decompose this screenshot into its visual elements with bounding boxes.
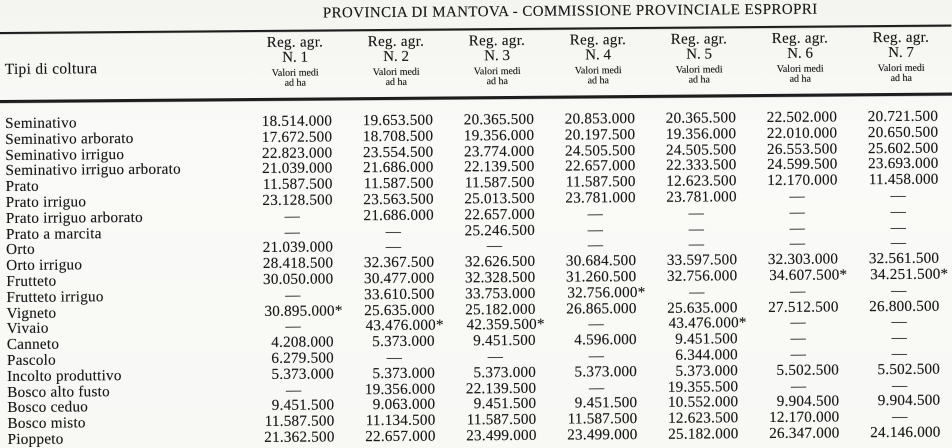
value-cell: 24.505.500 (564, 141, 636, 160)
value-cell: 12.170.000 (767, 171, 838, 190)
column-header-n2 (345, 34, 446, 88)
column-header-text: ad ha (890, 72, 913, 85)
value-cell: 25.602.500 (867, 139, 939, 157)
value-cell: 18.708.500 (362, 127, 434, 145)
row-header-label: Tipi di coltura (4, 60, 98, 78)
value-cell-empty: — (587, 236, 604, 254)
value-cell: 25.635.000 (667, 298, 738, 317)
value-cell: 32.626.500 (464, 252, 536, 271)
value-cell: 28.418.500 (262, 254, 334, 273)
column-header-text: N. 5 (686, 46, 713, 63)
value-cell: 20.197.500 (564, 125, 636, 144)
value-cell-empty: — (588, 315, 604, 333)
crop-type-label: Seminativo irriguo arborato (5, 160, 182, 180)
value-cell: 21.039.000 (262, 159, 333, 178)
value-cell: 23.499.000 (567, 425, 638, 444)
value-cell: 24.599.500 (767, 155, 838, 174)
value-cell: 10.552.000 (667, 393, 739, 412)
value-cell: 12.623.500 (668, 409, 739, 427)
column-header-text: Valori medi (372, 66, 420, 79)
value-cell: 6.344.000 (675, 346, 739, 364)
value-cell: 5.502.500 (877, 360, 941, 378)
value-cell: 23.693.000 (868, 155, 939, 173)
crop-type-label: Canneto (6, 335, 60, 354)
crop-type-label: Pascolo (6, 351, 57, 369)
value-cell: 32.303.000 (767, 250, 839, 269)
value-cell: 30.895.000* (264, 301, 343, 320)
value-cell: 5.502.500 (776, 361, 840, 379)
value-cell-empty: — (789, 219, 806, 237)
value-cell: 11.587.500 (262, 175, 333, 194)
value-cell-empty: — (789, 203, 806, 221)
value-cell: 25.246.500 (464, 221, 536, 239)
value-cell: 22.333.500 (666, 156, 737, 175)
value-cell: 32.328.500 (464, 268, 536, 287)
value-cell: 43.476.000* (668, 314, 747, 333)
value-cell-empty: — (688, 220, 705, 238)
value-cell: 32.756.000* (567, 283, 646, 302)
value-cell: 33.597.500 (666, 251, 738, 269)
value-cell: 22.139.500 (464, 158, 535, 176)
value-cell-empty: — (790, 282, 806, 300)
value-cell: 9.063.000 (372, 395, 436, 414)
value-cell-empty: — (789, 235, 806, 253)
column-header-text: Valori medi (776, 63, 824, 75)
value-cell: 42.359.500* (466, 316, 545, 334)
value-cell: 5.373.000 (372, 332, 435, 351)
value-cell: 11.587.500 (264, 412, 335, 431)
crop-type-label: Orto (6, 241, 36, 259)
value-cell: 20.650.500 (867, 123, 939, 141)
value-cell: 23.781.000 (666, 188, 737, 206)
value-cell: 21.362.500 (264, 428, 335, 446)
value-cell: 34.251.500* (870, 265, 949, 284)
crop-type-label: Bosco misto (7, 414, 86, 433)
column-header-text: ad ha (385, 76, 408, 88)
crop-type-label: Incolto produttivo (7, 366, 122, 385)
value-cell: 32.561.500 (868, 249, 940, 268)
value-cell: 9.451.500 (473, 331, 536, 350)
value-cell: 34.607.500* (769, 266, 848, 284)
value-cell-empty: — (588, 347, 605, 365)
column-header-text: Reg. agr. (771, 30, 829, 47)
value-cell: 9.451.500 (574, 394, 638, 412)
value-cell: 11.587.500 (567, 410, 638, 428)
value-cell: 25.182.000 (668, 425, 739, 443)
value-cell: 9.904.500 (776, 392, 840, 411)
column-header-text: ad ha (284, 77, 307, 89)
value-cell-empty: — (790, 314, 806, 332)
column-header-text: N. 7 (888, 44, 915, 62)
value-cell: 25.013.500 (464, 189, 535, 208)
value-cell: 19.653.500 (362, 111, 434, 130)
value-cell-empty: — (790, 377, 807, 395)
crop-type-label: Vigneto (6, 304, 57, 322)
crop-type-label: Seminativo irriguo (5, 145, 125, 164)
value-cell: 22.139.500 (465, 379, 537, 397)
column-header-text: Valori medi (473, 65, 521, 78)
value-cell: 33.753.000 (465, 284, 536, 303)
value-cell-empty: — (385, 238, 402, 256)
value-cell-empty: — (587, 205, 604, 223)
value-cell-empty: — (790, 329, 807, 347)
value-cell: 17.672.500 (261, 128, 333, 146)
value-cell: 20.853.000 (564, 110, 636, 128)
value-cell-empty: — (891, 313, 907, 331)
column-header-n3 (446, 34, 547, 88)
value-cell: 11.134.500 (365, 411, 436, 430)
value-cell-empty: — (285, 286, 301, 304)
value-cell-empty: — (890, 202, 907, 220)
value-cell: 11.587.500 (466, 410, 537, 429)
value-cell: 20.365.500 (665, 109, 737, 127)
column-header-n5 (648, 32, 749, 86)
crop-type-label: Bosco alto fusto (7, 382, 110, 401)
value-cell: 19.356.000 (463, 126, 535, 145)
value-cell: 9.451.500 (271, 396, 335, 415)
column-header-text: Reg. agr. (266, 34, 324, 51)
value-cell: 11.587.500 (565, 173, 636, 191)
value-cell: 23.774.000 (463, 142, 535, 160)
value-cell-empty: — (891, 329, 908, 347)
value-cell: 23.499.000 (466, 426, 537, 445)
value-cell: 26.800.500 (869, 297, 940, 315)
table-column-headers (244, 31, 951, 90)
column-header-text: N. 4 (585, 47, 612, 64)
value-cell: 9.451.500 (473, 395, 537, 413)
value-cell: 19.356.000 (665, 125, 737, 143)
crop-type-label: Prato irriguo arborato (5, 208, 144, 227)
value-cell: 4.208.000 (271, 333, 334, 352)
value-cell: 22.657.000 (365, 427, 436, 446)
column-header-text: Valori medi (574, 65, 622, 77)
value-cell: 21.686.000 (363, 206, 434, 224)
value-cell-empty: — (487, 348, 504, 366)
column-header-text: Reg. agr. (468, 32, 526, 50)
column-header-text: N. 6 (787, 45, 814, 62)
crop-type-label: Frutteto (6, 272, 57, 290)
crop-type-label: Prato (5, 177, 39, 196)
value-cell: 23.554.500 (362, 143, 434, 161)
value-cell-empty: — (385, 222, 402, 240)
value-cell-empty: — (892, 408, 908, 426)
column-header-n1 (244, 35, 345, 89)
crop-type-label: Pioppeto (7, 430, 64, 448)
value-cell: 33.610.500 (364, 285, 435, 303)
value-cell: 22.010.000 (766, 124, 838, 142)
crop-type-label: Seminativo arborato (5, 129, 134, 148)
value-cell: 19.356.000 (364, 380, 436, 398)
value-cell: 5.373.000 (675, 361, 739, 380)
value-cell-empty: — (891, 344, 908, 362)
value-cell: 5.373.000 (473, 363, 537, 382)
value-cell: 11.587.500 (464, 173, 535, 192)
table-header-rule (0, 93, 952, 103)
value-cell-empty: — (891, 376, 908, 394)
value-cell: 27.512.500 (768, 297, 839, 316)
value-cell: 23.128.500 (262, 191, 333, 209)
value-cell: 5.373.000 (372, 364, 436, 382)
column-header-text: N. 2 (383, 48, 410, 65)
column-header-text: Reg. agr. (569, 32, 627, 49)
value-cell-empty: — (587, 220, 604, 238)
column-header-n7 (850, 31, 951, 85)
crop-type-label: Prato irriguo (5, 193, 87, 211)
column-header-text: Reg. agr. (872, 29, 930, 47)
value-cell: 19.355.500 (667, 377, 739, 396)
value-cell: 11.458.000 (868, 170, 939, 189)
value-cell: 12.170.000 (769, 408, 840, 427)
value-cell: 26.865.000 (566, 299, 637, 318)
document-title: PROVINCIA DI MANTOVA - COMMISSIONE PROVINCIALE ESPROPRI (322, 1, 818, 22)
crop-type-label: Seminativo (5, 114, 77, 132)
value-cell: 4.596.000 (574, 331, 637, 349)
value-cell-empty: — (285, 381, 302, 399)
value-cell: 12.623.500 (666, 172, 737, 190)
value-cell: 31.260.500 (565, 267, 637, 286)
table-body (0, 109, 952, 448)
value-cell: 21.686.000 (363, 158, 434, 177)
column-header-n4 (547, 33, 648, 87)
value-cell-empty: — (890, 234, 907, 252)
crop-type-label: Bosco ceduo (7, 398, 89, 417)
value-cell: 30.684.500 (565, 252, 637, 270)
value-cell: 9.904.500 (877, 391, 941, 410)
column-header-text: ad ha (587, 75, 610, 87)
column-header-text: ad ha (789, 73, 812, 85)
column-header-text: Valori medi (877, 62, 925, 75)
value-cell-empty: — (284, 207, 301, 225)
value-cell-empty: — (790, 345, 807, 363)
value-cell: 25.182.000 (465, 300, 536, 318)
value-cell: 22.823.000 (261, 143, 333, 162)
column-header-text: Reg. agr. (367, 33, 425, 51)
value-cell: 21.039.000 (262, 238, 334, 257)
crop-type-label: Frutteto irriguo (6, 287, 104, 306)
column-header-text: Valori medi (675, 64, 723, 76)
value-cell: 30.050.000 (262, 270, 334, 288)
value-cell: 5.373.000 (271, 365, 335, 383)
value-cell-empty: — (285, 318, 301, 336)
value-cell: 30.477.000 (363, 269, 435, 288)
value-cell-empty: — (688, 235, 705, 253)
value-cell: 9.451.500 (675, 330, 738, 348)
crop-type-label: Orto irriguo (6, 256, 83, 275)
value-cell: 23.781.000 (565, 188, 636, 207)
value-cell: 26.347.000 (769, 424, 840, 442)
value-cell: 25.635.000 (364, 301, 435, 319)
crop-type-label: Prato a marcita (5, 224, 102, 243)
value-cell-empty: — (789, 187, 805, 205)
value-cell-empty: — (890, 186, 906, 204)
value-cell: 6.279.500 (271, 349, 335, 367)
value-cell: 24.146.000 (870, 423, 941, 442)
value-cell: 11.587.500 (363, 174, 434, 193)
value-cell: 43.476.000* (365, 316, 444, 335)
value-cell: 32.756.000 (666, 267, 738, 285)
column-header-text: Valori medi (271, 67, 319, 79)
value-cell: 32.367.500 (363, 253, 435, 272)
column-header-text: N. 3 (484, 47, 511, 65)
value-cell: 20.721.500 (867, 107, 939, 126)
value-cell-empty: — (891, 281, 907, 299)
value-cell: 22.657.000 (565, 157, 636, 175)
value-cell-empty: — (688, 204, 705, 222)
value-cell: 22.502.000 (766, 108, 838, 126)
value-cell-empty: — (588, 378, 605, 396)
value-cell-empty: — (386, 348, 403, 366)
column-header-n6 (749, 31, 850, 85)
column-header-text: Reg. agr. (670, 31, 728, 48)
value-cell-empty: — (890, 218, 907, 236)
value-cell: 26.553.500 (766, 140, 838, 158)
value-cell: 23.563.500 (363, 190, 434, 209)
column-header-text: N. 1 (282, 49, 309, 66)
value-cell-empty: — (284, 223, 301, 241)
value-cell: 5.373.000 (574, 362, 638, 381)
crop-type-label: Vivaio (6, 319, 49, 338)
column-header-text: ad ha (688, 74, 711, 86)
value-cell: 22.657.000 (464, 205, 535, 224)
column-header-text: ad ha (486, 76, 509, 88)
value-cell: 18.514.000 (261, 112, 333, 130)
value-cell: 24.505.500 (665, 140, 737, 159)
value-cell-empty: — (486, 237, 503, 255)
value-cell-empty: — (689, 283, 705, 301)
value-cell: 20.365.500 (463, 110, 535, 129)
